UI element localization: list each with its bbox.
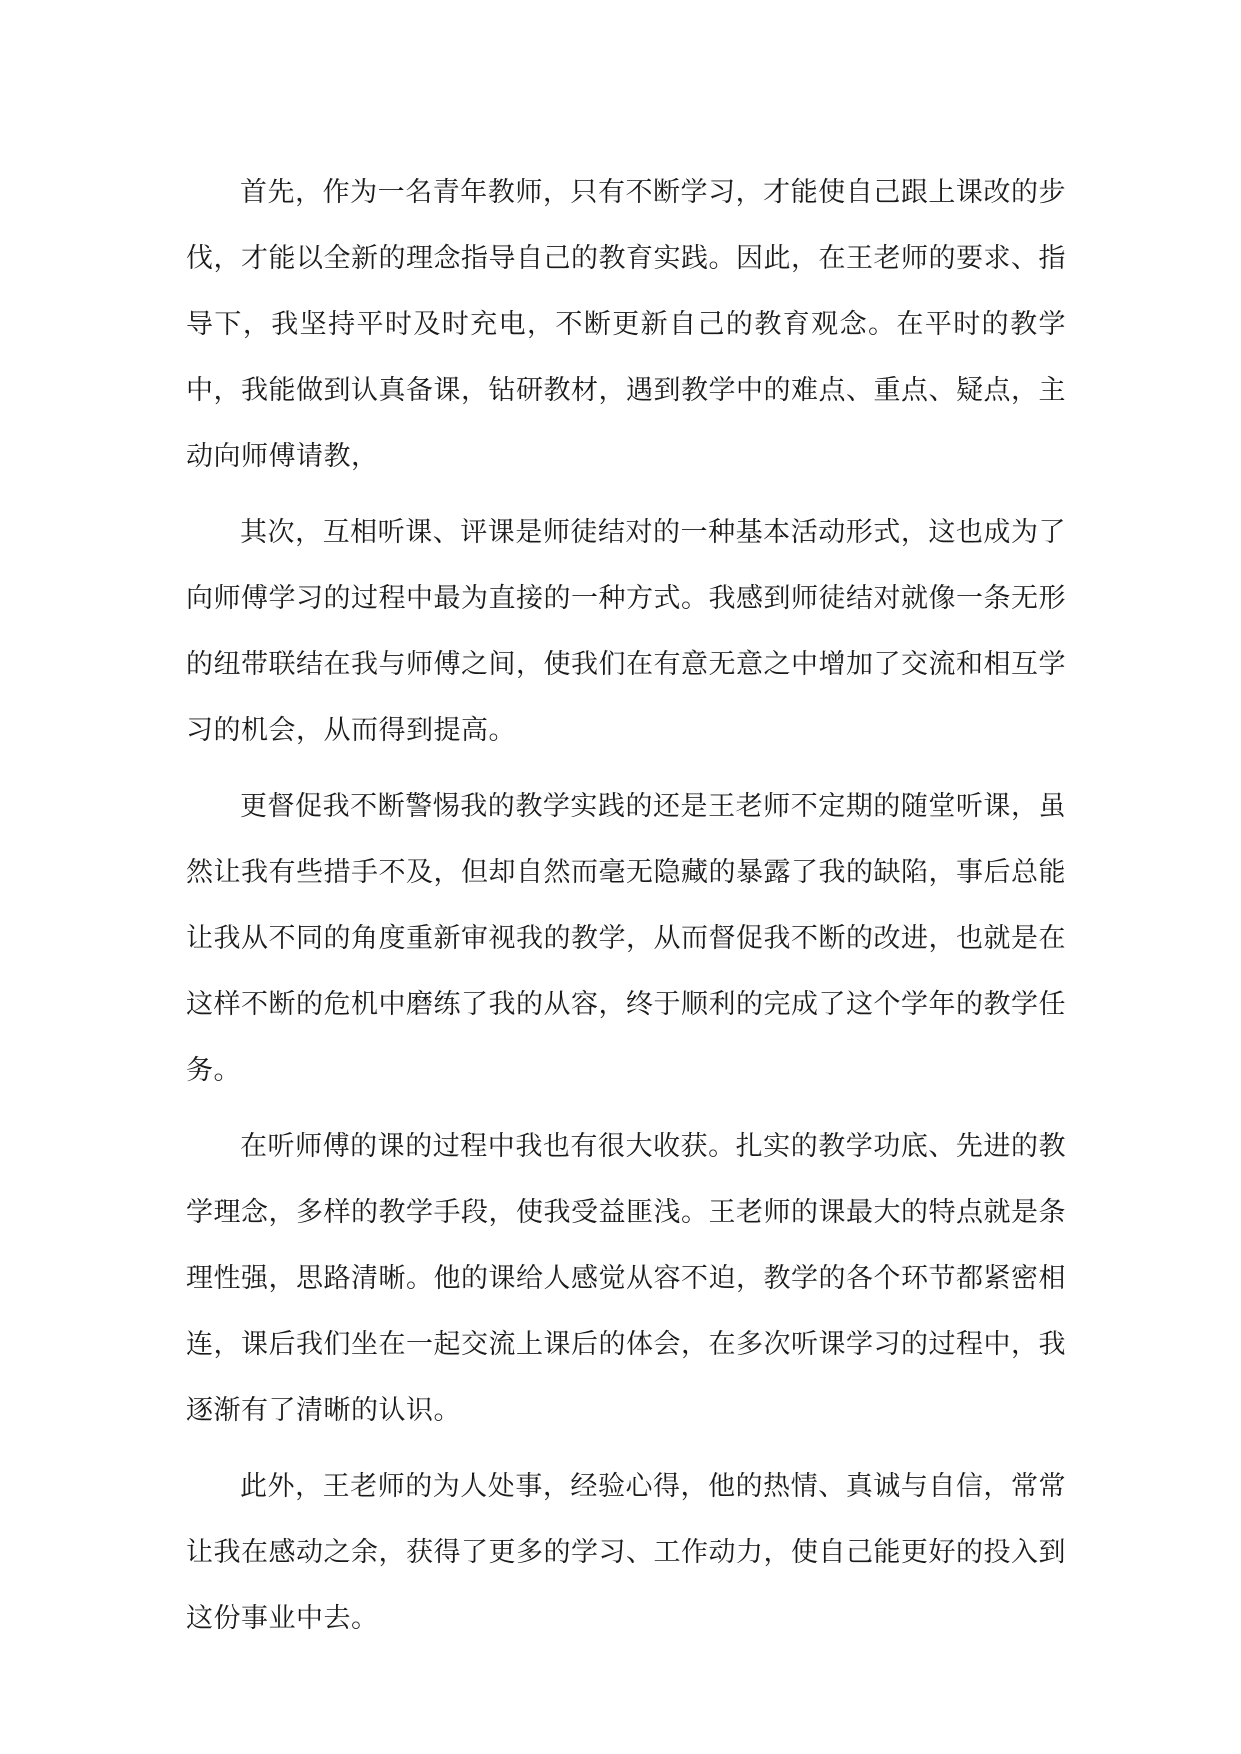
paragraph-5: 此外，王老师的为人处事，经验心得，他的热情、真诚与自信，常常让我在感动之余，获得了更多的学习、工作动力，使自己能更好的投入到这份事业中去。 bbox=[186, 1471, 1066, 1634]
paragraph-3: 更督促我不断警惕我的教学实践的还是王老师不定期的随堂听课，虽然让我有些措手不及，但却自然而毫无隐藏的暴露了我的缺陷，事后总能让我从不同的角度重新审视我的教学，从而督促我不断的改进，也就是在这样不断的危机中磨练了我的从容，终于顺利的完成了这个学年的教学任务。 bbox=[186, 791, 1066, 1086]
paragraph-1: 首先，作为一名青年教师，只有不断学习，才能使自己跟上课改的步伐，才能以全新的理念指导自己的教育实践。因此，在王老师的要求、指导下，我坚持平时及时充电，不断更新自己的教育观念。在平时的教学中，我能做到认真备课，钻研教材，遇到教学中的难点、重点、疑点，主动向师傅请教， bbox=[186, 177, 1066, 472]
paragraph-2: 其次，互相听课、评课是师徒结对的一种基本活动形式，这也成为了向师傅学习的过程中最为直接的一种方式。我感到师徒结对就像一条无形的纽带联结在我与师傅之间，使我们在有意无意之中增加了交流和相互学习的机会，从而得到提高。 bbox=[186, 517, 1066, 746]
paragraph-4: 在听师傅的课的过程中我也有很大收获。扎实的教学功底、先进的教学理念，多样的教学手段，使我受益匪浅。王老师的课最大的特点就是条理性强，思路清晰。他的课给人感觉从容不迫，教学的各个环节都紧密相连，课后我们坐在一起交流上课后的体会，在多次听课学习的过程中，我逐渐有了清晰的认识。 bbox=[186, 1131, 1066, 1426]
document-body bbox=[186, 160, 1066, 1662]
